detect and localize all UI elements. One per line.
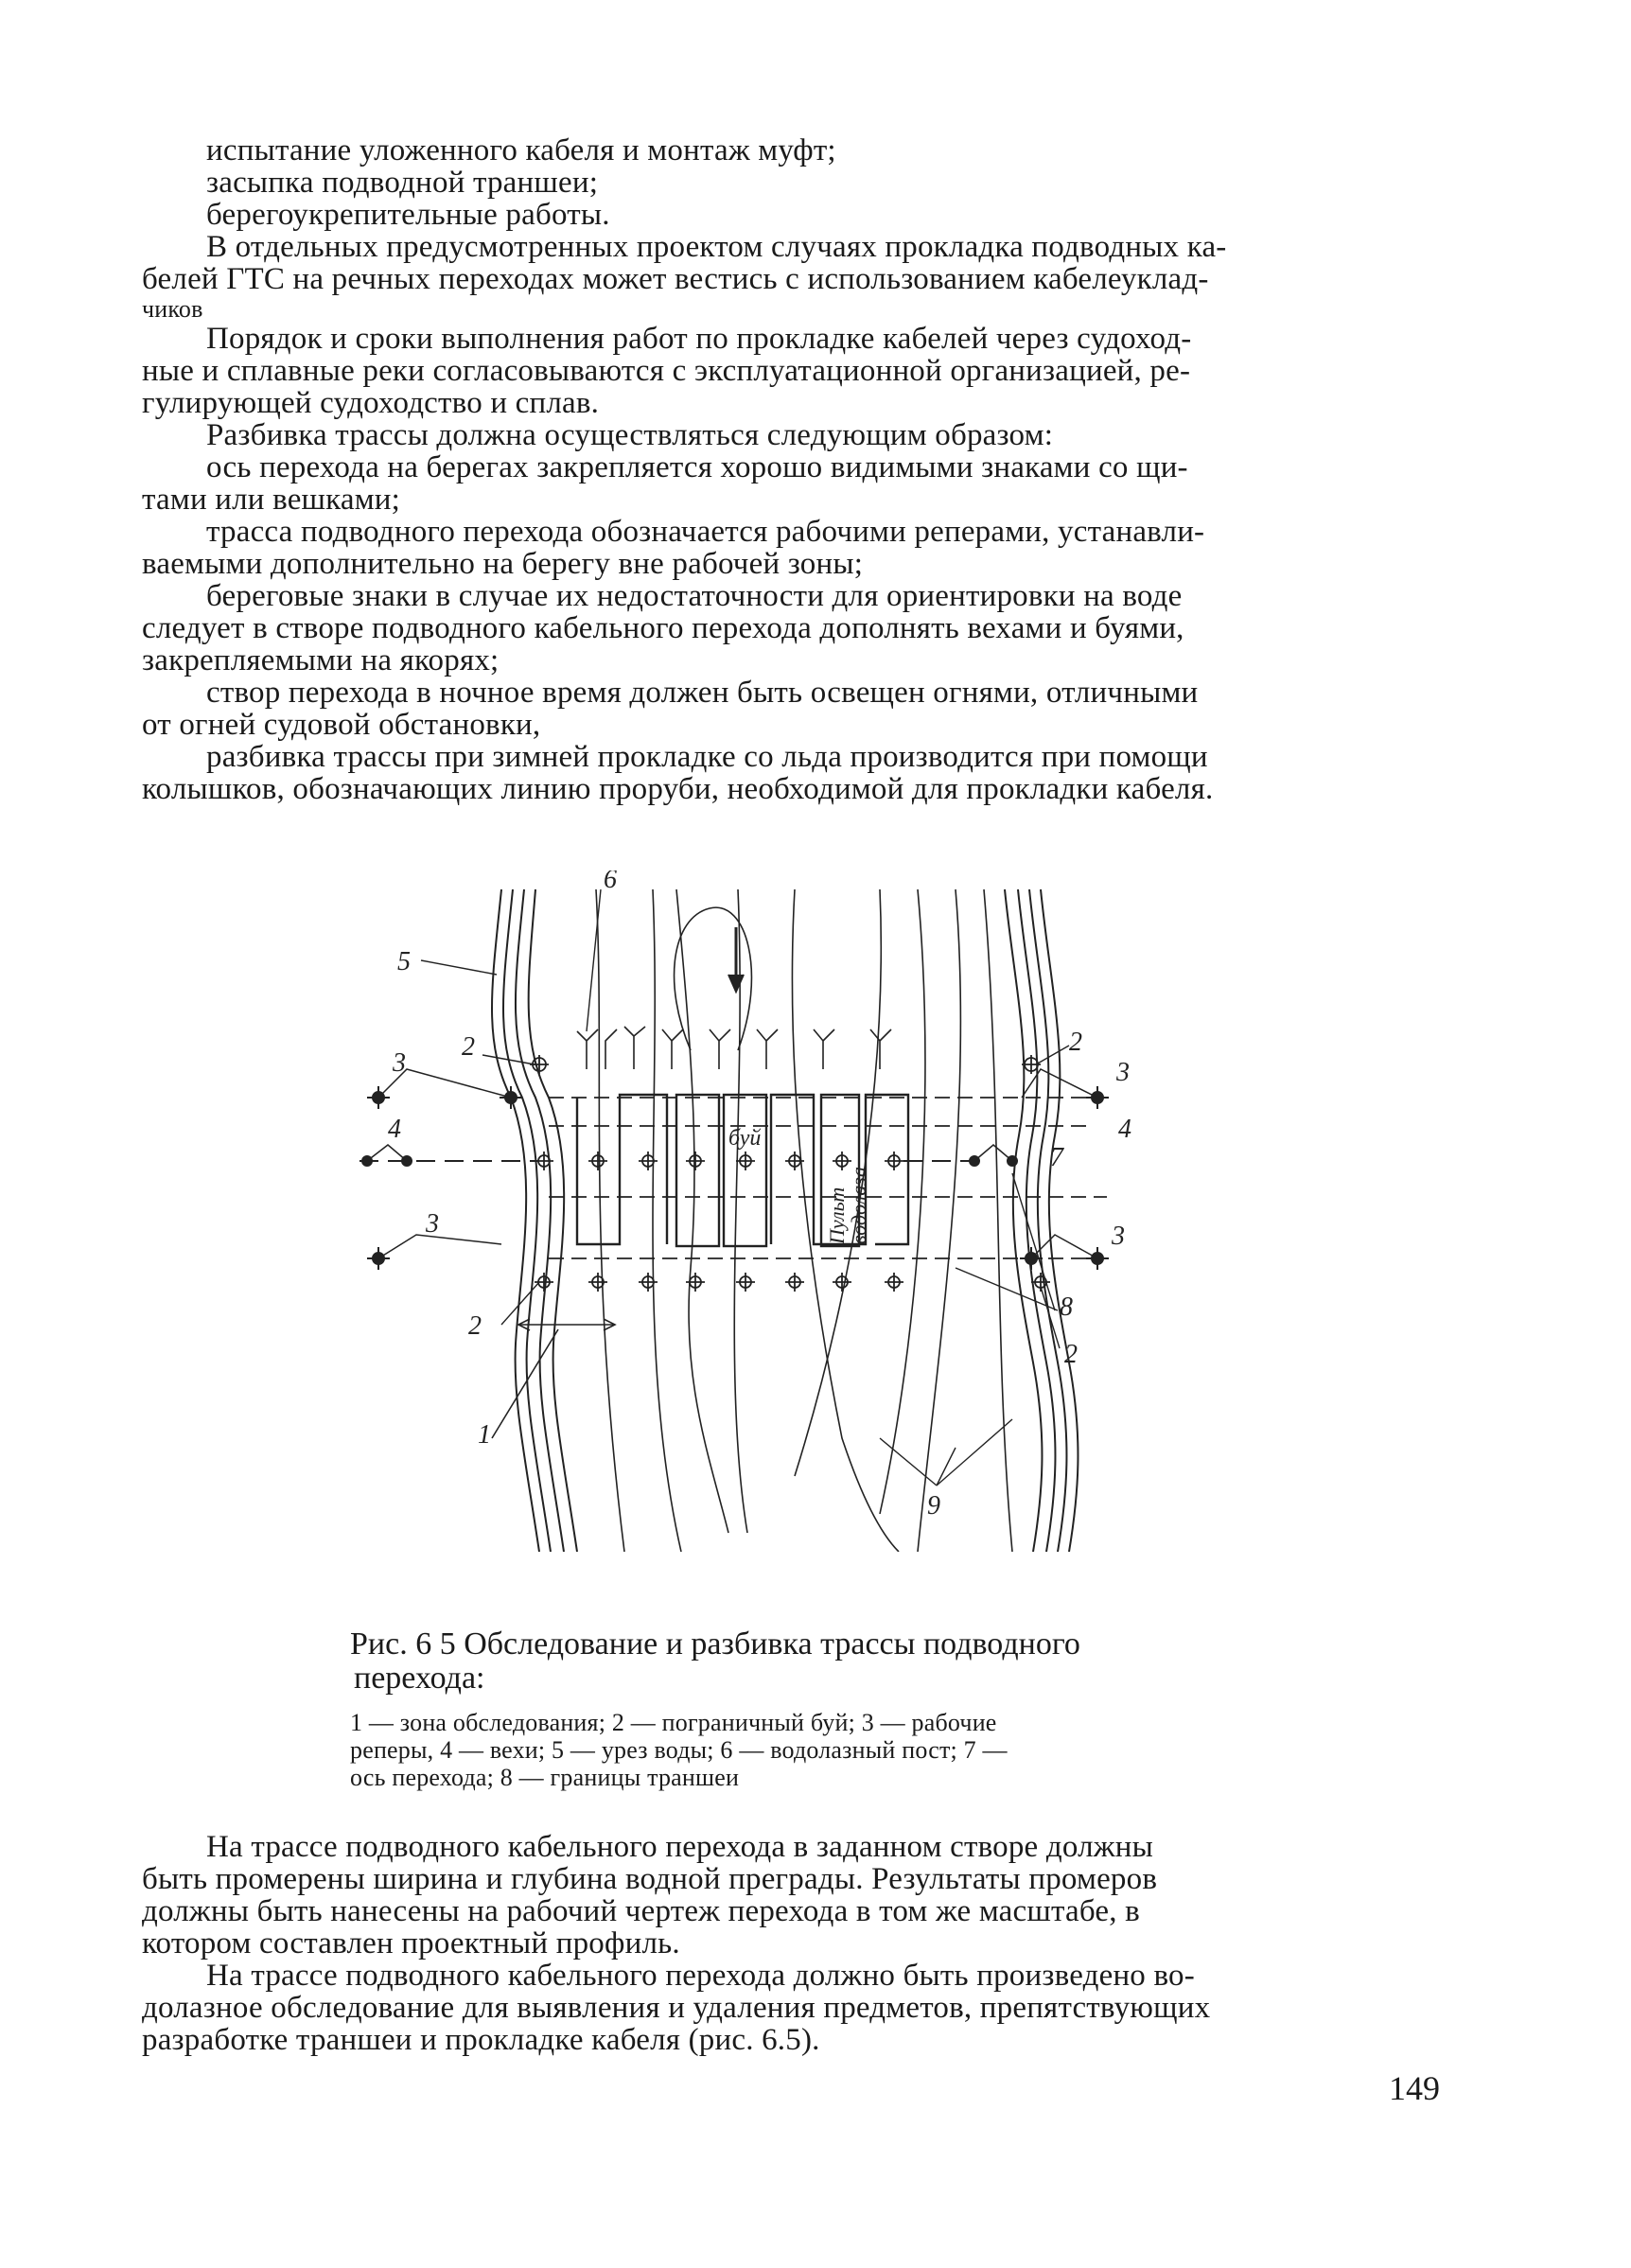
- caption-title: [350, 1627, 1201, 1696]
- text-line: створ перехода в ночное время должен быть освещен огнями, отличными: [206, 676, 1199, 710]
- legend-line: 1 — зона обследования; 2 — пограничный буй; 3 — рабочие: [350, 1709, 997, 1736]
- text-line: ось перехода на берегах закрепляется хорошо видимыми знаками со щи-: [206, 450, 1188, 484]
- river-crossing-diagram: [350, 870, 1201, 1552]
- text-line: На трассе подводного кабельного перехода должно быть произведено во-: [206, 1959, 1195, 1993]
- label-7: 7: [1050, 1143, 1063, 1172]
- page-number: 149: [1389, 2069, 1440, 2107]
- text-line: трасса подводного перехода обозначается рабочими реперами, устанавли-: [206, 515, 1205, 549]
- text-line: Порядок и сроки выполнения работ по прокладке кабелей через судоход-: [206, 322, 1192, 356]
- text-line: должны быть нанесены на рабочий чертеж перехода в том же масштабе, в: [142, 1894, 1140, 1928]
- label-8: 8: [1060, 1292, 1073, 1322]
- text-line: В отдельных предусмотренных проектом случаях прокладка подводных ка-: [206, 230, 1227, 264]
- text-line: гулирующей судоходство и сплав.: [142, 386, 600, 420]
- caption-legend: [350, 1709, 1201, 1791]
- label-3: 3: [1112, 1222, 1125, 1251]
- label-4: 4: [1118, 1115, 1131, 1144]
- legend-line: реперы, 4 — вехи; 5 — урез воды; 6 — водолазный пост; 7 —: [350, 1736, 1008, 1764]
- text-line: закрепляемыми на якорях;: [142, 643, 500, 677]
- text-line: разбивка трассы при зимней прокладке со льда производится при помощи: [206, 740, 1208, 774]
- text-line: разработке траншеи и прокладке кабеля (рис. 6.5).: [142, 2023, 820, 2057]
- legend-line: ось перехода; 8 — границы траншеи: [350, 1764, 740, 1791]
- text-line: испытание уложенного кабеля и монтаж муфт;: [206, 133, 836, 167]
- caption-title-line: перехода:: [354, 1661, 485, 1696]
- vekhi-markers: [360, 1145, 1017, 1166]
- label-3: 3: [1116, 1058, 1130, 1087]
- figure-caption: [350, 1627, 1201, 1791]
- text-line: колышков, обозначающих линию проруби, необходимой для прокладки кабеля.: [142, 772, 1214, 806]
- current-arrow: [728, 927, 744, 992]
- figure-labels: [388, 870, 1131, 1521]
- right-bank-lines: [1005, 889, 1078, 1552]
- text-line: берегоукрепительные работы.: [206, 198, 610, 232]
- text-line: чиков: [142, 295, 203, 323]
- buoy-label: буй: [728, 1126, 762, 1151]
- text-line: белей ГТС на речных переходах может вестись с использованием кабелеуклад-: [142, 262, 1209, 296]
- text-line: долазное обследование для выявления и удаления предметов, препятствующих: [142, 1991, 1211, 2025]
- text-line: ваемыми дополнительно на берегу вне рабочей зоны;: [142, 547, 864, 581]
- label-2: 2: [468, 1311, 482, 1341]
- label-2: 2: [1069, 1028, 1082, 1057]
- text-line: следует в створе подводного кабельного перехода дополнять вехами и буями,: [142, 611, 1184, 645]
- label-1: 1: [478, 1420, 491, 1450]
- text-line: береговые знаки в случае их недостаточности для ориентировки на воде: [206, 579, 1183, 613]
- label-4: 4: [388, 1115, 401, 1144]
- text-line: ные и сплавные реки согласовываются с эксплуатационной организацией, ре-: [142, 354, 1191, 388]
- top-paragraphs: [142, 134, 1447, 805]
- text-line: котором составлен проектный профиль.: [142, 1926, 680, 1960]
- text-line: засыпка подводной траншеи;: [206, 166, 599, 200]
- caption-title-line: Рис. 6 5 Обследование и разбивка трассы подводного: [350, 1626, 1080, 1661]
- label-3: 3: [393, 1048, 406, 1078]
- figure-river-crossing: [350, 870, 1201, 1552]
- current-lines: [596, 889, 1012, 1552]
- text-line: от огней судовой обстановки,: [142, 708, 541, 742]
- label-2: 2: [462, 1032, 475, 1062]
- diver-console-label: Пульт: [825, 1187, 849, 1244]
- text-line: быть промерены ширина и глубина водной преграды. Результаты промеров: [142, 1862, 1158, 1896]
- boundary-buoys: [530, 1055, 1041, 1074]
- label-5: 5: [397, 947, 411, 976]
- text-line: Разбивка трассы должна осуществляться следующим образом:: [206, 418, 1054, 452]
- label-9: 9: [927, 1491, 940, 1521]
- left-bank-lines: [492, 889, 577, 1552]
- bottom-paragraphs: [142, 1831, 1447, 2056]
- diver-console-label: водолаза: [847, 1167, 870, 1244]
- label-3: 3: [426, 1209, 439, 1239]
- text-line: На трассе подводного кабельного перехода в заданном створе должны: [206, 1830, 1153, 1864]
- label-2: 2: [1064, 1340, 1078, 1369]
- label-6: 6: [604, 870, 617, 894]
- diver-post-markers: [577, 1027, 891, 1069]
- text-line: тами или вешками;: [142, 483, 401, 517]
